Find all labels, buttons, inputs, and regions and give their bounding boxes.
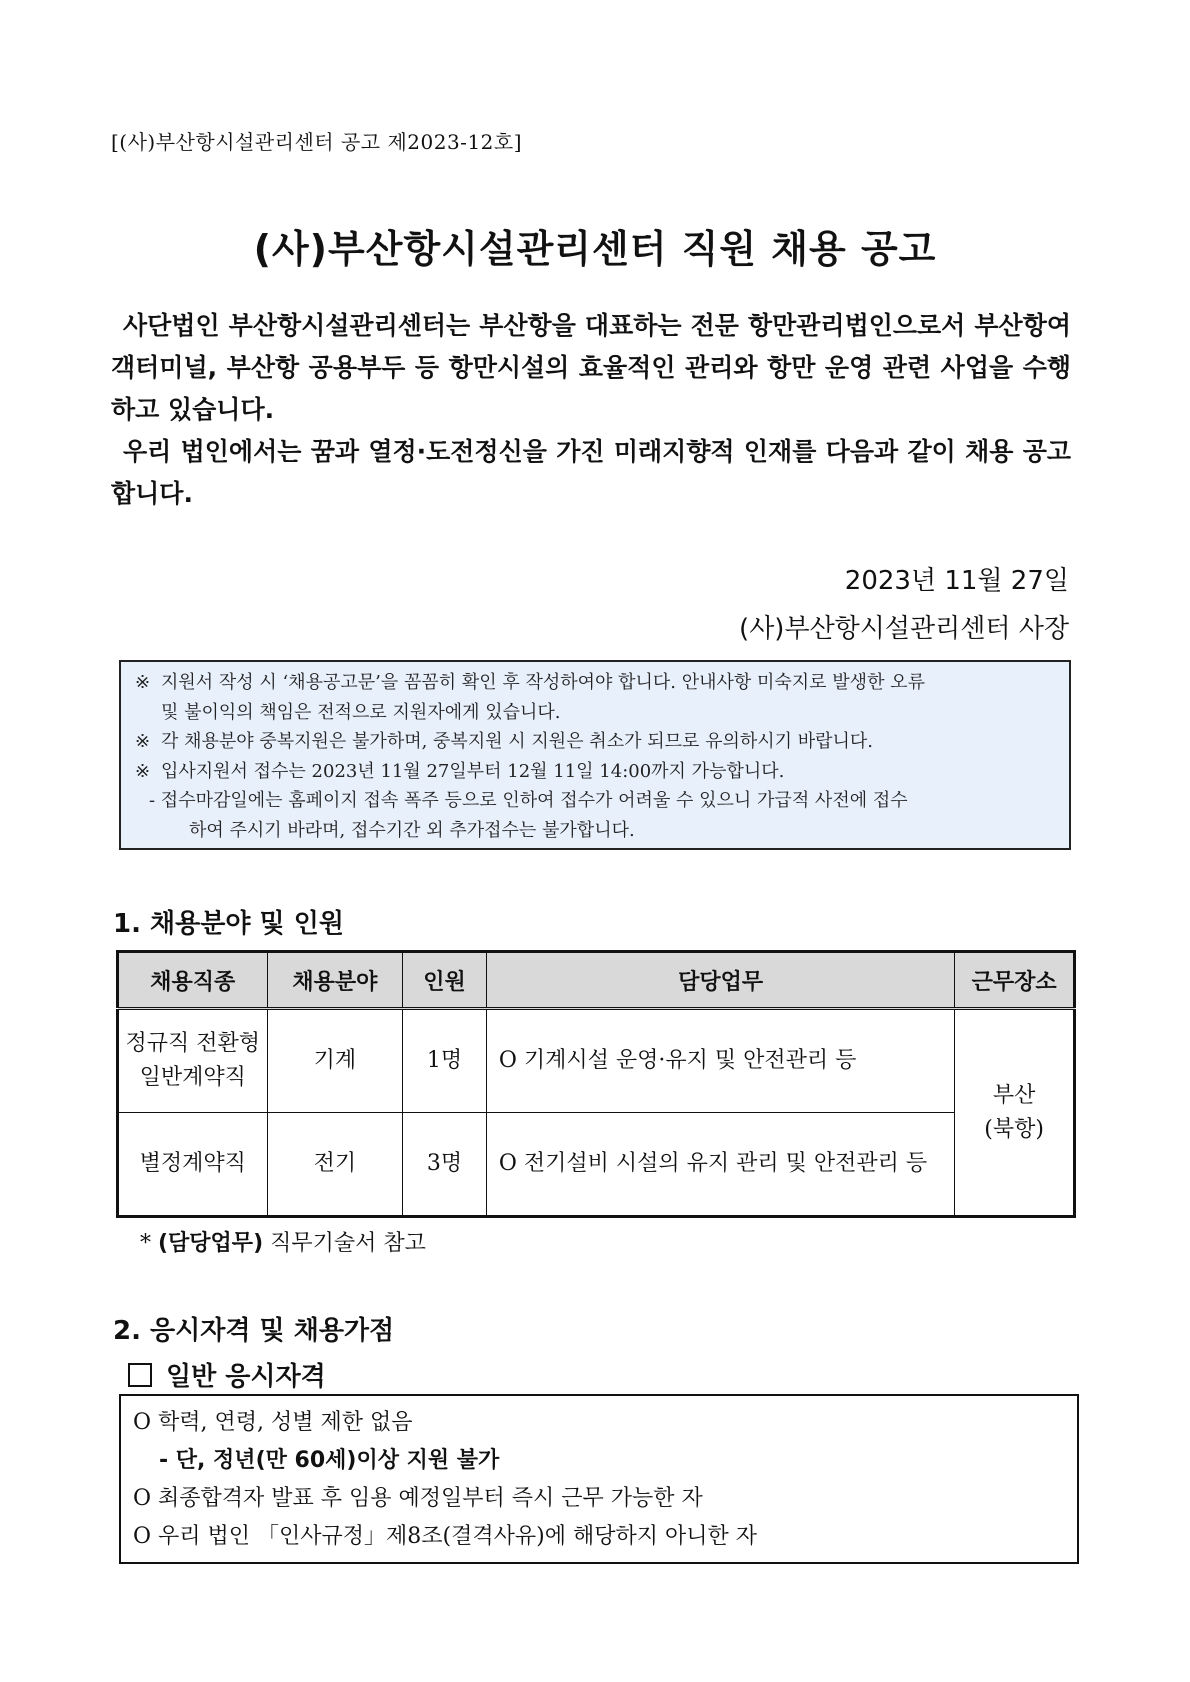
cell-field: 전기: [267, 1113, 403, 1217]
cell-job-type: 별정계약직: [118, 1113, 268, 1217]
footnote-text: 직무기술서 참고: [270, 1231, 426, 1256]
cell-duty: O 전기설비 시설의 유지 관리 및 안전관리 등: [486, 1113, 954, 1217]
footnote-star: *: [140, 1231, 151, 1256]
subsection-heading: [128, 1356, 326, 1393]
header-job-type: 채용직종: [118, 952, 268, 1009]
qualification-subitem: - 단, 정년(만 60세)이상 지원 불가: [159, 1448, 500, 1473]
note-text: 입사지원서 접수는 2023년 11월 27일부터 12월 11일 14:00까지 가능합니다.: [161, 760, 785, 782]
table-header-row: [118, 952, 1075, 1009]
cell-job-type: [118, 1009, 268, 1113]
checkbox-square-icon: [128, 1363, 152, 1387]
header-field: 채용분야: [267, 952, 403, 1009]
announcement-date: 2023년 11월 27일: [844, 566, 1069, 596]
intro-paragraph: 사단법인 부산항시설관리센터는 부산항을 대표하는 전문 항만관리법인으로서 부산항여객터미널, 부산항 공용부두 등 항만시설의 효율적인 관리와 항만 운영 관련 사업을 수행하고 있습니다.: [111, 311, 1071, 424]
cell-count: 1명: [403, 1009, 487, 1113]
table-row: [118, 1009, 1075, 1113]
header-duty: 담당업무: [486, 952, 954, 1009]
note-text: 각 채용분야 중복지원은 불가하며, 중복지원 시 지원은 취소가 되므로 유의하시기 바랍니다.: [161, 731, 874, 752]
note-text: - 접수마감일에는 홈페이지 접속 폭주 등으로 인하여 접수가 어려울 수 있으니 가급적 사전에 접수: [149, 790, 908, 811]
notice-number: [(사)부산항시설관리센터 공고 제2023-12호]: [111, 130, 523, 154]
qualification-item: O 최종합격자 발표 후 임용 예정일부터 즉시 근무 가능한 자: [133, 1486, 703, 1511]
qualification-box: [119, 1394, 1079, 1564]
note-mark: ※: [135, 731, 151, 752]
cell-count: 3명: [403, 1113, 487, 1217]
section-heading: 2. 응시자격 및 채용가점: [113, 1316, 395, 1346]
cell-duty: O 기계시설 운영·유지 및 안전관리 등: [486, 1009, 954, 1113]
table-row: [118, 1113, 1075, 1217]
page-title: (사)부산항시설관리센터 직원 채용 공고: [253, 227, 937, 271]
note-item: [135, 757, 1057, 787]
note-text: 하여 주시기 바라며, 접수기간 외 추가접수는 불가합니다.: [189, 819, 635, 841]
qualification-item: O 우리 법인 「인사규정」제8조(결격사유)에 해당하지 아니한 자: [133, 1524, 757, 1549]
note-mark: ※: [135, 672, 151, 693]
note-item: [135, 668, 1057, 698]
table-footnote: [140, 1226, 426, 1257]
header-location: 근무장소: [955, 952, 1075, 1009]
note-text: 지원서 작성 시 ‘채용공고문’을 꼼꼼히 확인 후 작성하여야 합니다. 안내사항 미숙지로 발생한 오류: [161, 672, 925, 693]
subsection-title: 일반 응시자격: [166, 1362, 326, 1392]
issuer: (사)부산항시설관리센터 사장: [739, 614, 1069, 644]
notice-box: [119, 660, 1071, 850]
job-type-line: 일반계약직: [139, 1065, 246, 1090]
header-count: 인원: [403, 952, 487, 1009]
job-type-line: 정규직 전환형: [125, 1031, 261, 1056]
note-text: 및 불이익의 책임은 전적으로 지원자에게 있습니다.: [161, 701, 561, 723]
cell-field: 기계: [267, 1009, 403, 1113]
note-mark: ※: [135, 760, 151, 782]
section-heading: 1. 채용분야 및 인원: [113, 909, 344, 939]
intro-text: [111, 305, 1071, 515]
intro-paragraph: 우리 법인에서는 꿈과 열정·도전정신을 가진 미래지향적 인재를 다음과 같이 채용 공고합니다.: [111, 437, 1071, 508]
qualification-item: O 학력, 연령, 성별 제한 없음: [133, 1410, 413, 1435]
location-line: 부산: [992, 1082, 1036, 1108]
cell-location: [955, 1009, 1075, 1217]
recruitment-table: [116, 950, 1076, 1218]
footnote-bold: (담당업무): [158, 1231, 264, 1256]
note-item: [135, 727, 1057, 757]
location-line: (북항): [984, 1116, 1044, 1142]
